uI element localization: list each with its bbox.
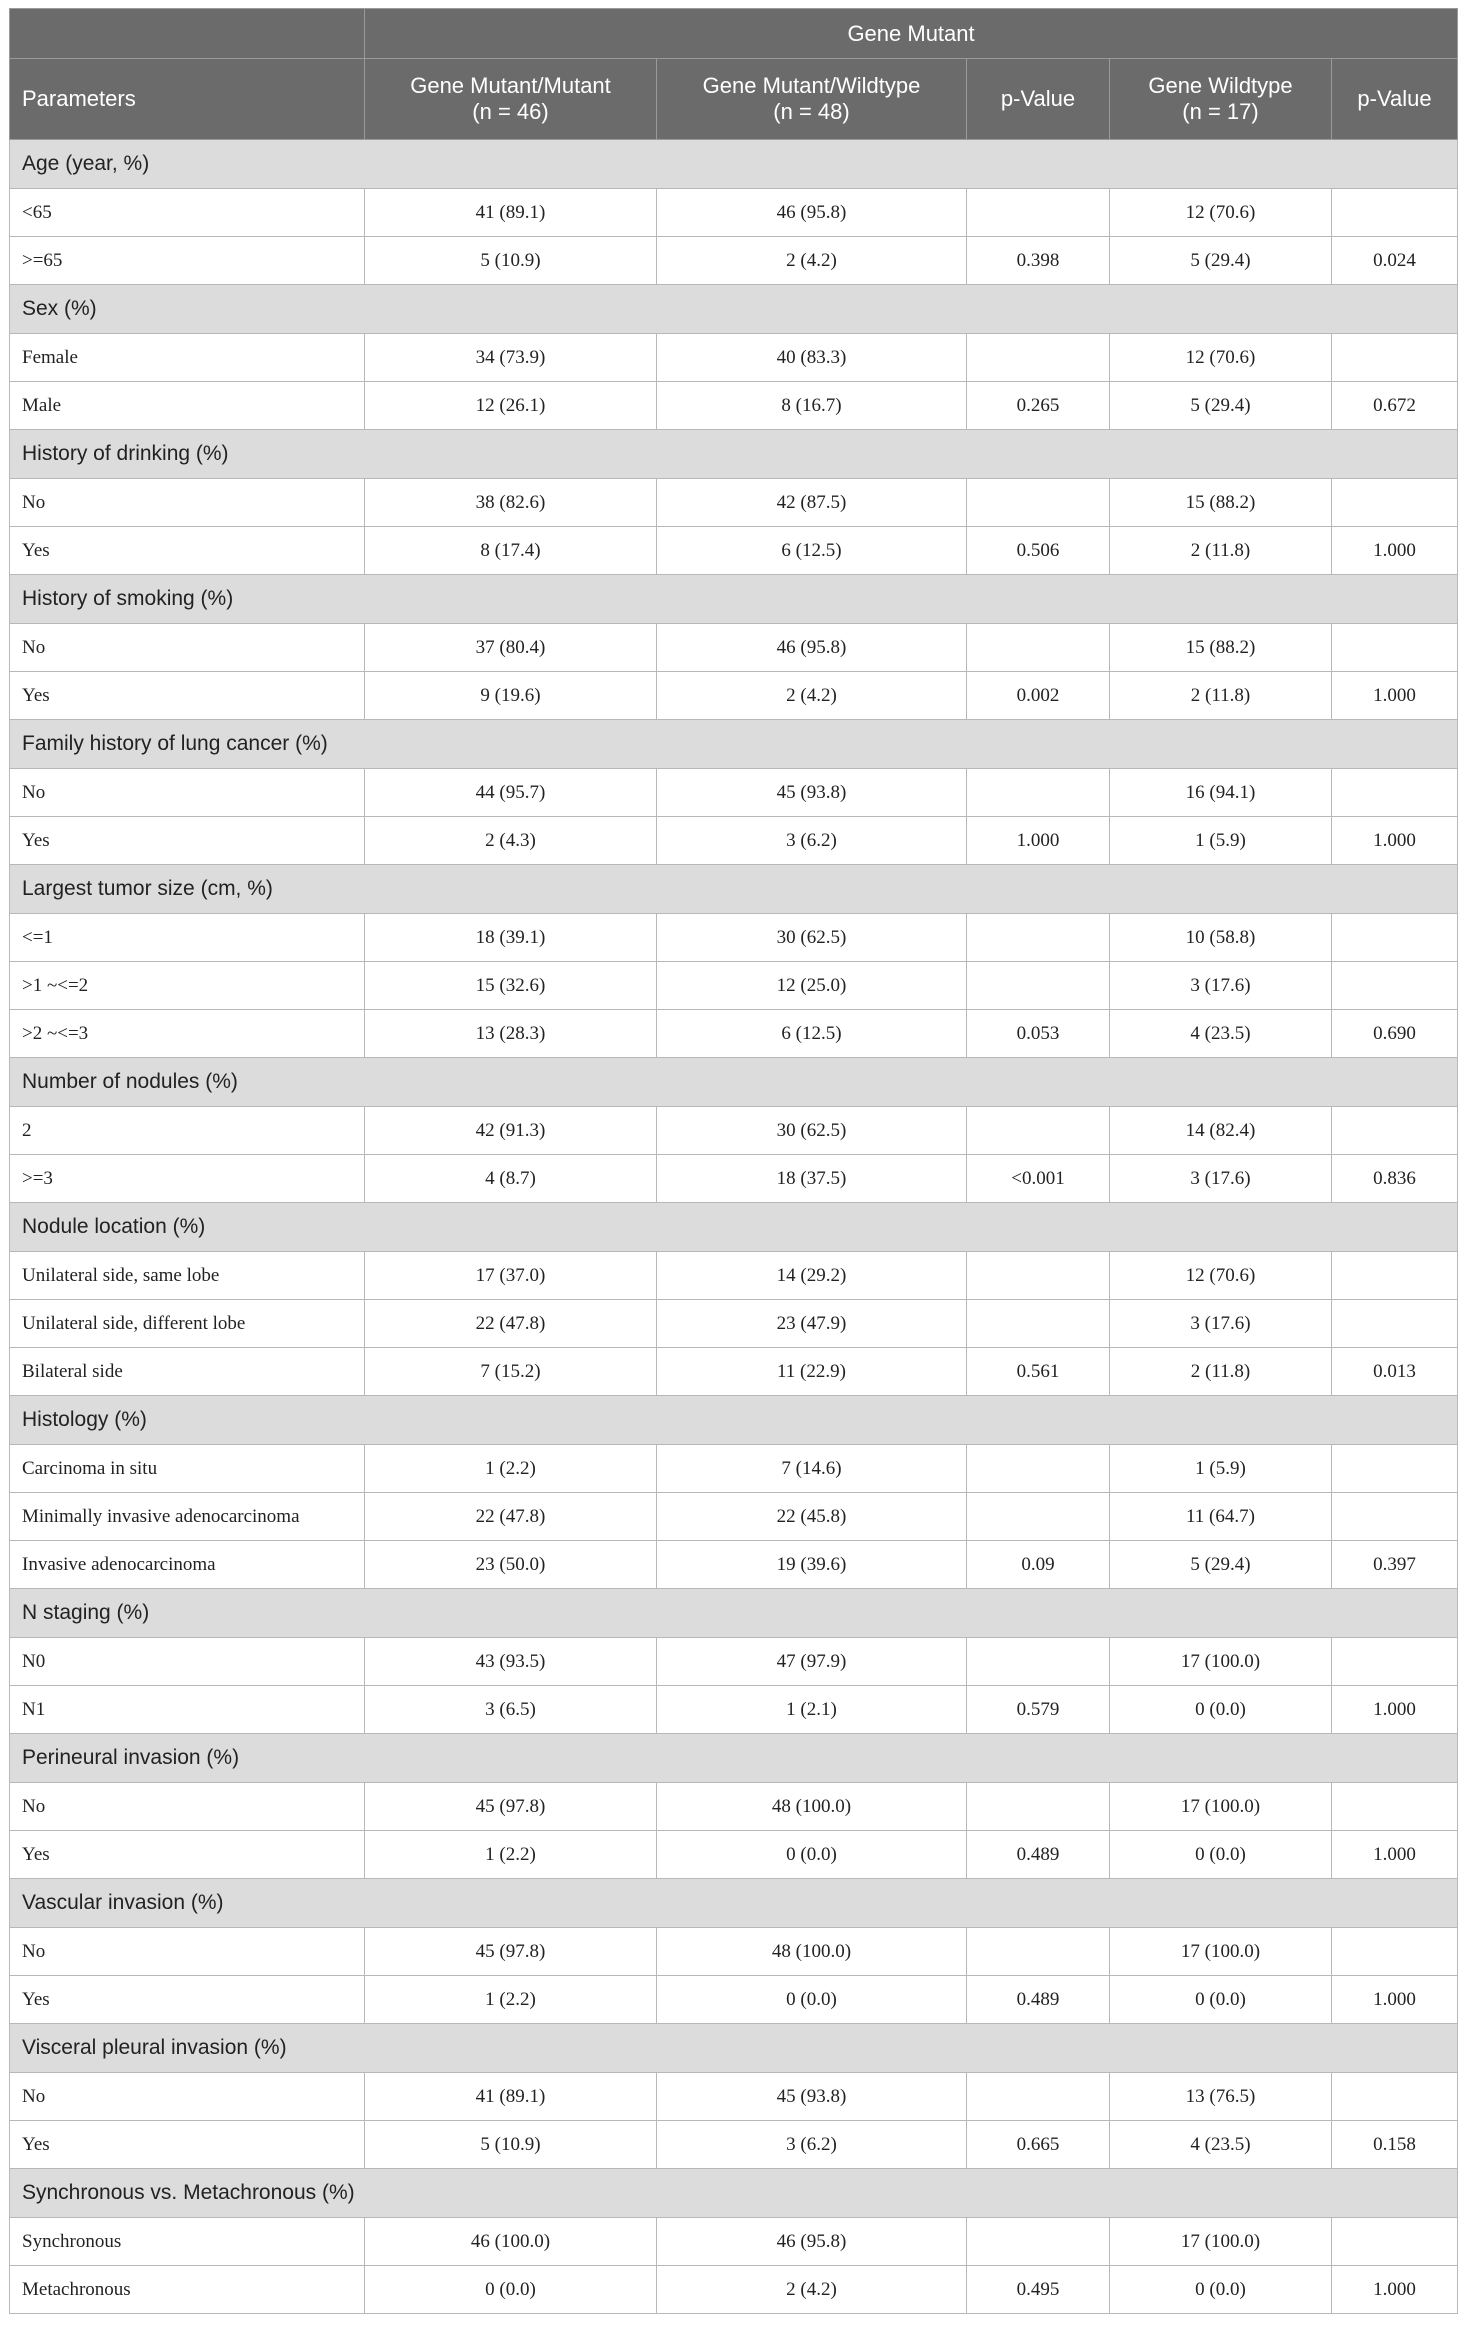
cell-mutant-wildtype: 6 (12.5) [657, 1010, 967, 1058]
cell-p-value-1 [967, 1493, 1110, 1541]
table-row [10, 2121, 1458, 2169]
table-row [10, 1928, 1458, 1976]
cell-p-value-1 [967, 1638, 1110, 1686]
cell-p-value-1: 0.09 [967, 1541, 1110, 1589]
table-row [10, 334, 1458, 382]
section-title: Perineural invasion (%) [10, 1734, 1458, 1783]
cell-mutant-wildtype: 6 (12.5) [657, 527, 967, 575]
cell-p-value-2 [1332, 334, 1458, 382]
section-row [10, 140, 1458, 189]
section-title: Age (year, %) [10, 140, 1458, 189]
cell-p-value-2 [1332, 1783, 1458, 1831]
table-row [10, 2218, 1458, 2266]
cell-p-value-2: 0.013 [1332, 1348, 1458, 1396]
cell-wildtype: 15 (88.2) [1110, 624, 1332, 672]
cell-wildtype: 1 (5.9) [1110, 1445, 1332, 1493]
cell-mutant-mutant: 38 (82.6) [365, 479, 657, 527]
cell-mutant-mutant: 15 (32.6) [365, 962, 657, 1010]
header-wildtype-label: Gene Wildtype [1148, 73, 1293, 98]
cell-p-value-1 [967, 769, 1110, 817]
section-title: Nodule location (%) [10, 1203, 1458, 1252]
cell-mutant-wildtype: 3 (6.2) [657, 817, 967, 865]
cell-wildtype: 3 (17.6) [1110, 1155, 1332, 1203]
cell-wildtype: 0 (0.0) [1110, 2266, 1332, 2314]
row-label: Male [10, 382, 365, 430]
cell-wildtype: 11 (64.7) [1110, 1493, 1332, 1541]
cell-mutant-mutant: 5 (10.9) [365, 237, 657, 285]
header-wildtype [1110, 59, 1332, 140]
cell-mutant-wildtype: 7 (14.6) [657, 1445, 967, 1493]
cell-p-value-2: 0.672 [1332, 382, 1458, 430]
section-title: Histology (%) [10, 1396, 1458, 1445]
table-row [10, 817, 1458, 865]
table-row [10, 1686, 1458, 1734]
cell-wildtype: 2 (11.8) [1110, 527, 1332, 575]
cell-p-value-2: 1.000 [1332, 2266, 1458, 2314]
cell-p-value-1: 0.265 [967, 382, 1110, 430]
cell-mutant-mutant: 44 (95.7) [365, 769, 657, 817]
section-row [10, 865, 1458, 914]
table-container [9, 8, 1457, 2314]
cell-mutant-mutant: 2 (4.3) [365, 817, 657, 865]
header-p-value-1: p-Value [967, 59, 1110, 140]
section-row [10, 1058, 1458, 1107]
table-row [10, 1976, 1458, 2024]
cell-mutant-wildtype: 40 (83.3) [657, 334, 967, 382]
row-label: Unilateral side, same lobe [10, 1252, 365, 1300]
cell-mutant-wildtype: 12 (25.0) [657, 962, 967, 1010]
cell-mutant-wildtype: 2 (4.2) [657, 672, 967, 720]
cell-p-value-1 [967, 624, 1110, 672]
cell-p-value-1 [967, 914, 1110, 962]
cell-p-value-1: <0.001 [967, 1155, 1110, 1203]
cell-wildtype: 5 (29.4) [1110, 382, 1332, 430]
cell-mutant-wildtype: 46 (95.8) [657, 2218, 967, 2266]
cell-mutant-wildtype: 48 (100.0) [657, 1928, 967, 1976]
row-label: >=65 [10, 237, 365, 285]
header-wildtype-n: (n = 17) [1182, 99, 1259, 124]
row-label: Synchronous [10, 2218, 365, 2266]
header-mutant-wildtype-label: Gene Mutant/Wildtype [702, 73, 921, 98]
table-row [10, 962, 1458, 1010]
cell-p-value-2: 0.836 [1332, 1155, 1458, 1203]
cell-p-value-1: 0.489 [967, 1831, 1110, 1879]
cell-mutant-mutant: 46 (100.0) [365, 2218, 657, 2266]
table-row [10, 672, 1458, 720]
cell-mutant-mutant: 22 (47.8) [365, 1493, 657, 1541]
cell-wildtype: 17 (100.0) [1110, 1783, 1332, 1831]
header-row-group [10, 9, 1458, 59]
cell-wildtype: 2 (11.8) [1110, 1348, 1332, 1396]
cell-mutant-wildtype: 46 (95.8) [657, 189, 967, 237]
row-label: No [10, 624, 365, 672]
table-row [10, 189, 1458, 237]
cell-wildtype: 2 (11.8) [1110, 672, 1332, 720]
section-row [10, 575, 1458, 624]
cell-p-value-2: 0.158 [1332, 2121, 1458, 2169]
section-row [10, 1396, 1458, 1445]
section-row [10, 430, 1458, 479]
cell-mutant-wildtype: 14 (29.2) [657, 1252, 967, 1300]
row-label: Carcinoma in situ [10, 1445, 365, 1493]
section-title: N staging (%) [10, 1589, 1458, 1638]
header-parameters: Parameters [10, 59, 365, 140]
cell-mutant-mutant: 7 (15.2) [365, 1348, 657, 1396]
cell-mutant-mutant: 5 (10.9) [365, 2121, 657, 2169]
header-gene-mutant-group: Gene Mutant [365, 9, 1458, 59]
section-row [10, 1203, 1458, 1252]
table-row [10, 1107, 1458, 1155]
cell-mutant-mutant: 43 (93.5) [365, 1638, 657, 1686]
row-label: Unilateral side, different lobe [10, 1300, 365, 1348]
cell-p-value-1 [967, 1107, 1110, 1155]
cell-mutant-mutant: 41 (89.1) [365, 2073, 657, 2121]
section-row [10, 2024, 1458, 2073]
cell-p-value-2 [1332, 2218, 1458, 2266]
cell-wildtype: 17 (100.0) [1110, 1638, 1332, 1686]
cell-wildtype: 17 (100.0) [1110, 2218, 1332, 2266]
cell-mutant-wildtype: 42 (87.5) [657, 479, 967, 527]
cell-p-value-1: 0.665 [967, 2121, 1110, 2169]
table-row [10, 1541, 1458, 1589]
cell-mutant-wildtype: 3 (6.2) [657, 2121, 967, 2169]
row-label: 2 [10, 1107, 365, 1155]
cell-p-value-2: 1.000 [1332, 1976, 1458, 2024]
cell-p-value-1 [967, 1783, 1110, 1831]
cell-mutant-mutant: 1 (2.2) [365, 1976, 657, 2024]
cell-p-value-2 [1332, 479, 1458, 527]
cell-mutant-mutant: 0 (0.0) [365, 2266, 657, 2314]
cell-wildtype: 0 (0.0) [1110, 1976, 1332, 2024]
cell-p-value-2: 1.000 [1332, 672, 1458, 720]
section-title: Family history of lung cancer (%) [10, 720, 1458, 769]
cell-wildtype: 1 (5.9) [1110, 817, 1332, 865]
section-title: Visceral pleural invasion (%) [10, 2024, 1458, 2073]
cell-mutant-mutant: 1 (2.2) [365, 1445, 657, 1493]
cell-mutant-wildtype: 19 (39.6) [657, 1541, 967, 1589]
cell-p-value-1: 0.579 [967, 1686, 1110, 1734]
row-label: No [10, 2073, 365, 2121]
cell-wildtype: 17 (100.0) [1110, 1928, 1332, 1976]
cell-wildtype: 5 (29.4) [1110, 1541, 1332, 1589]
cell-mutant-wildtype: 47 (97.9) [657, 1638, 967, 1686]
cell-p-value-2 [1332, 189, 1458, 237]
header-empty-cell [10, 9, 365, 59]
cell-mutant-mutant: 3 (6.5) [365, 1686, 657, 1734]
cell-wildtype: 4 (23.5) [1110, 2121, 1332, 2169]
cell-p-value-2 [1332, 1493, 1458, 1541]
cell-p-value-2: 1.000 [1332, 817, 1458, 865]
section-row [10, 1589, 1458, 1638]
cell-mutant-mutant: 9 (19.6) [365, 672, 657, 720]
section-row [10, 285, 1458, 334]
cell-mutant-mutant: 41 (89.1) [365, 189, 657, 237]
cell-p-value-1: 0.561 [967, 1348, 1110, 1396]
table-header [10, 9, 1458, 140]
section-row [10, 1734, 1458, 1783]
cell-mutant-mutant: 37 (80.4) [365, 624, 657, 672]
cell-mutant-wildtype: 45 (93.8) [657, 2073, 967, 2121]
table-body [10, 140, 1458, 2314]
cell-p-value-1: 0.398 [967, 237, 1110, 285]
cell-mutant-mutant: 23 (50.0) [365, 1541, 657, 1589]
cell-p-value-2 [1332, 624, 1458, 672]
cell-p-value-1: 1.000 [967, 817, 1110, 865]
table-row [10, 382, 1458, 430]
cell-p-value-2: 0.397 [1332, 1541, 1458, 1589]
row-label: >1 ~<=2 [10, 962, 365, 1010]
cell-mutant-mutant: 45 (97.8) [365, 1928, 657, 1976]
table-row [10, 237, 1458, 285]
cell-mutant-mutant: 42 (91.3) [365, 1107, 657, 1155]
table-row [10, 479, 1458, 527]
table-row [10, 914, 1458, 962]
cell-mutant-mutant: 18 (39.1) [365, 914, 657, 962]
cell-mutant-wildtype: 2 (4.2) [657, 2266, 967, 2314]
cell-p-value-1 [967, 2218, 1110, 2266]
header-mutant-wildtype-n: (n = 48) [773, 99, 850, 124]
row-label: No [10, 769, 365, 817]
cell-p-value-1: 0.489 [967, 1976, 1110, 2024]
row-label: No [10, 479, 365, 527]
cell-p-value-1: 0.002 [967, 672, 1110, 720]
table-row [10, 1348, 1458, 1396]
cell-p-value-1: 0.506 [967, 527, 1110, 575]
cell-mutant-wildtype: 46 (95.8) [657, 624, 967, 672]
cell-wildtype: 14 (82.4) [1110, 1107, 1332, 1155]
cell-mutant-wildtype: 23 (47.9) [657, 1300, 967, 1348]
cell-wildtype: 15 (88.2) [1110, 479, 1332, 527]
data-table [9, 8, 1458, 2314]
row-label: Minimally invasive adenocarcinoma [10, 1493, 365, 1541]
cell-wildtype: 4 (23.5) [1110, 1010, 1332, 1058]
cell-p-value-1 [967, 1300, 1110, 1348]
cell-p-value-2: 1.000 [1332, 1686, 1458, 1734]
cell-mutant-mutant: 12 (26.1) [365, 382, 657, 430]
cell-mutant-mutant: 13 (28.3) [365, 1010, 657, 1058]
cell-p-value-1 [967, 1252, 1110, 1300]
cell-mutant-mutant: 8 (17.4) [365, 527, 657, 575]
row-label: <65 [10, 189, 365, 237]
cell-p-value-1: 0.053 [967, 1010, 1110, 1058]
cell-mutant-wildtype: 30 (62.5) [657, 914, 967, 962]
cell-p-value-1: 0.495 [967, 2266, 1110, 2314]
cell-mutant-wildtype: 1 (2.1) [657, 1686, 967, 1734]
header-mutant-mutant [365, 59, 657, 140]
header-mutant-mutant-n: (n = 46) [472, 99, 549, 124]
table-row [10, 2073, 1458, 2121]
section-title: Vascular invasion (%) [10, 1879, 1458, 1928]
cell-p-value-2 [1332, 1252, 1458, 1300]
table-row [10, 1300, 1458, 1348]
cell-mutant-mutant: 22 (47.8) [365, 1300, 657, 1348]
cell-wildtype: 0 (0.0) [1110, 1686, 1332, 1734]
cell-wildtype: 10 (58.8) [1110, 914, 1332, 962]
cell-mutant-wildtype: 48 (100.0) [657, 1783, 967, 1831]
cell-p-value-2: 1.000 [1332, 1831, 1458, 1879]
row-label: >2 ~<=3 [10, 1010, 365, 1058]
cell-p-value-2: 1.000 [1332, 527, 1458, 575]
section-title: History of drinking (%) [10, 430, 1458, 479]
cell-mutant-wildtype: 0 (0.0) [657, 1831, 967, 1879]
table-row [10, 624, 1458, 672]
cell-p-value-2 [1332, 1300, 1458, 1348]
cell-mutant-wildtype: 22 (45.8) [657, 1493, 967, 1541]
cell-mutant-mutant: 34 (73.9) [365, 334, 657, 382]
row-label: <=1 [10, 914, 365, 962]
cell-p-value-2 [1332, 962, 1458, 1010]
cell-p-value-1 [967, 334, 1110, 382]
cell-wildtype: 5 (29.4) [1110, 237, 1332, 285]
cell-wildtype: 3 (17.6) [1110, 1300, 1332, 1348]
row-label: N1 [10, 1686, 365, 1734]
header-mutant-mutant-label: Gene Mutant/Mutant [410, 73, 611, 98]
table-row [10, 1831, 1458, 1879]
cell-wildtype: 13 (76.5) [1110, 2073, 1332, 2121]
section-title: Number of nodules (%) [10, 1058, 1458, 1107]
cell-p-value-2: 0.024 [1332, 237, 1458, 285]
cell-wildtype: 12 (70.6) [1110, 334, 1332, 382]
row-label: Yes [10, 672, 365, 720]
cell-wildtype: 16 (94.1) [1110, 769, 1332, 817]
cell-wildtype: 3 (17.6) [1110, 962, 1332, 1010]
cell-wildtype: 12 (70.6) [1110, 189, 1332, 237]
table-row [10, 1493, 1458, 1541]
row-label: Invasive adenocarcinoma [10, 1541, 365, 1589]
table-row [10, 769, 1458, 817]
table-row [10, 1155, 1458, 1203]
table-row [10, 1783, 1458, 1831]
row-label: >=3 [10, 1155, 365, 1203]
cell-mutant-mutant: 17 (37.0) [365, 1252, 657, 1300]
row-label: No [10, 1928, 365, 1976]
header-mutant-wildtype [657, 59, 967, 140]
cell-p-value-1 [967, 1928, 1110, 1976]
table-row [10, 1010, 1458, 1058]
cell-p-value-1 [967, 962, 1110, 1010]
row-label: Yes [10, 527, 365, 575]
cell-p-value-2: 0.690 [1332, 1010, 1458, 1058]
section-row [10, 720, 1458, 769]
row-label: Yes [10, 817, 365, 865]
cell-p-value-1 [967, 189, 1110, 237]
header-row-columns [10, 59, 1458, 140]
cell-mutant-wildtype: 8 (16.7) [657, 382, 967, 430]
section-title: Sex (%) [10, 285, 1458, 334]
cell-p-value-1 [967, 479, 1110, 527]
row-label: Bilateral side [10, 1348, 365, 1396]
row-label: Metachronous [10, 2266, 365, 2314]
cell-mutant-wildtype: 2 (4.2) [657, 237, 967, 285]
cell-mutant-mutant: 4 (8.7) [365, 1155, 657, 1203]
table-row [10, 2266, 1458, 2314]
cell-p-value-2 [1332, 914, 1458, 962]
cell-p-value-2 [1332, 1107, 1458, 1155]
section-row [10, 2169, 1458, 2218]
cell-mutant-mutant: 1 (2.2) [365, 1831, 657, 1879]
table-row [10, 527, 1458, 575]
cell-mutant-wildtype: 11 (22.9) [657, 1348, 967, 1396]
row-label: No [10, 1783, 365, 1831]
cell-p-value-2 [1332, 1638, 1458, 1686]
row-label: Female [10, 334, 365, 382]
table-row [10, 1445, 1458, 1493]
header-p-value-2: p-Value [1332, 59, 1458, 140]
cell-p-value-2 [1332, 1445, 1458, 1493]
section-row [10, 1879, 1458, 1928]
cell-mutant-wildtype: 30 (62.5) [657, 1107, 967, 1155]
cell-wildtype: 12 (70.6) [1110, 1252, 1332, 1300]
row-label: N0 [10, 1638, 365, 1686]
row-label: Yes [10, 1976, 365, 2024]
row-label: Yes [10, 1831, 365, 1879]
cell-p-value-1 [967, 1445, 1110, 1493]
cell-p-value-1 [967, 2073, 1110, 2121]
cell-mutant-mutant: 45 (97.8) [365, 1783, 657, 1831]
cell-mutant-wildtype: 0 (0.0) [657, 1976, 967, 2024]
section-title: Largest tumor size (cm, %) [10, 865, 1458, 914]
cell-mutant-wildtype: 45 (93.8) [657, 769, 967, 817]
cell-p-value-2 [1332, 769, 1458, 817]
cell-p-value-2 [1332, 1928, 1458, 1976]
cell-wildtype: 0 (0.0) [1110, 1831, 1332, 1879]
cell-p-value-2 [1332, 2073, 1458, 2121]
table-row [10, 1252, 1458, 1300]
row-label: Yes [10, 2121, 365, 2169]
section-title: History of smoking (%) [10, 575, 1458, 624]
table-row [10, 1638, 1458, 1686]
section-title: Synchronous vs. Metachronous (%) [10, 2169, 1458, 2218]
cell-mutant-wildtype: 18 (37.5) [657, 1155, 967, 1203]
